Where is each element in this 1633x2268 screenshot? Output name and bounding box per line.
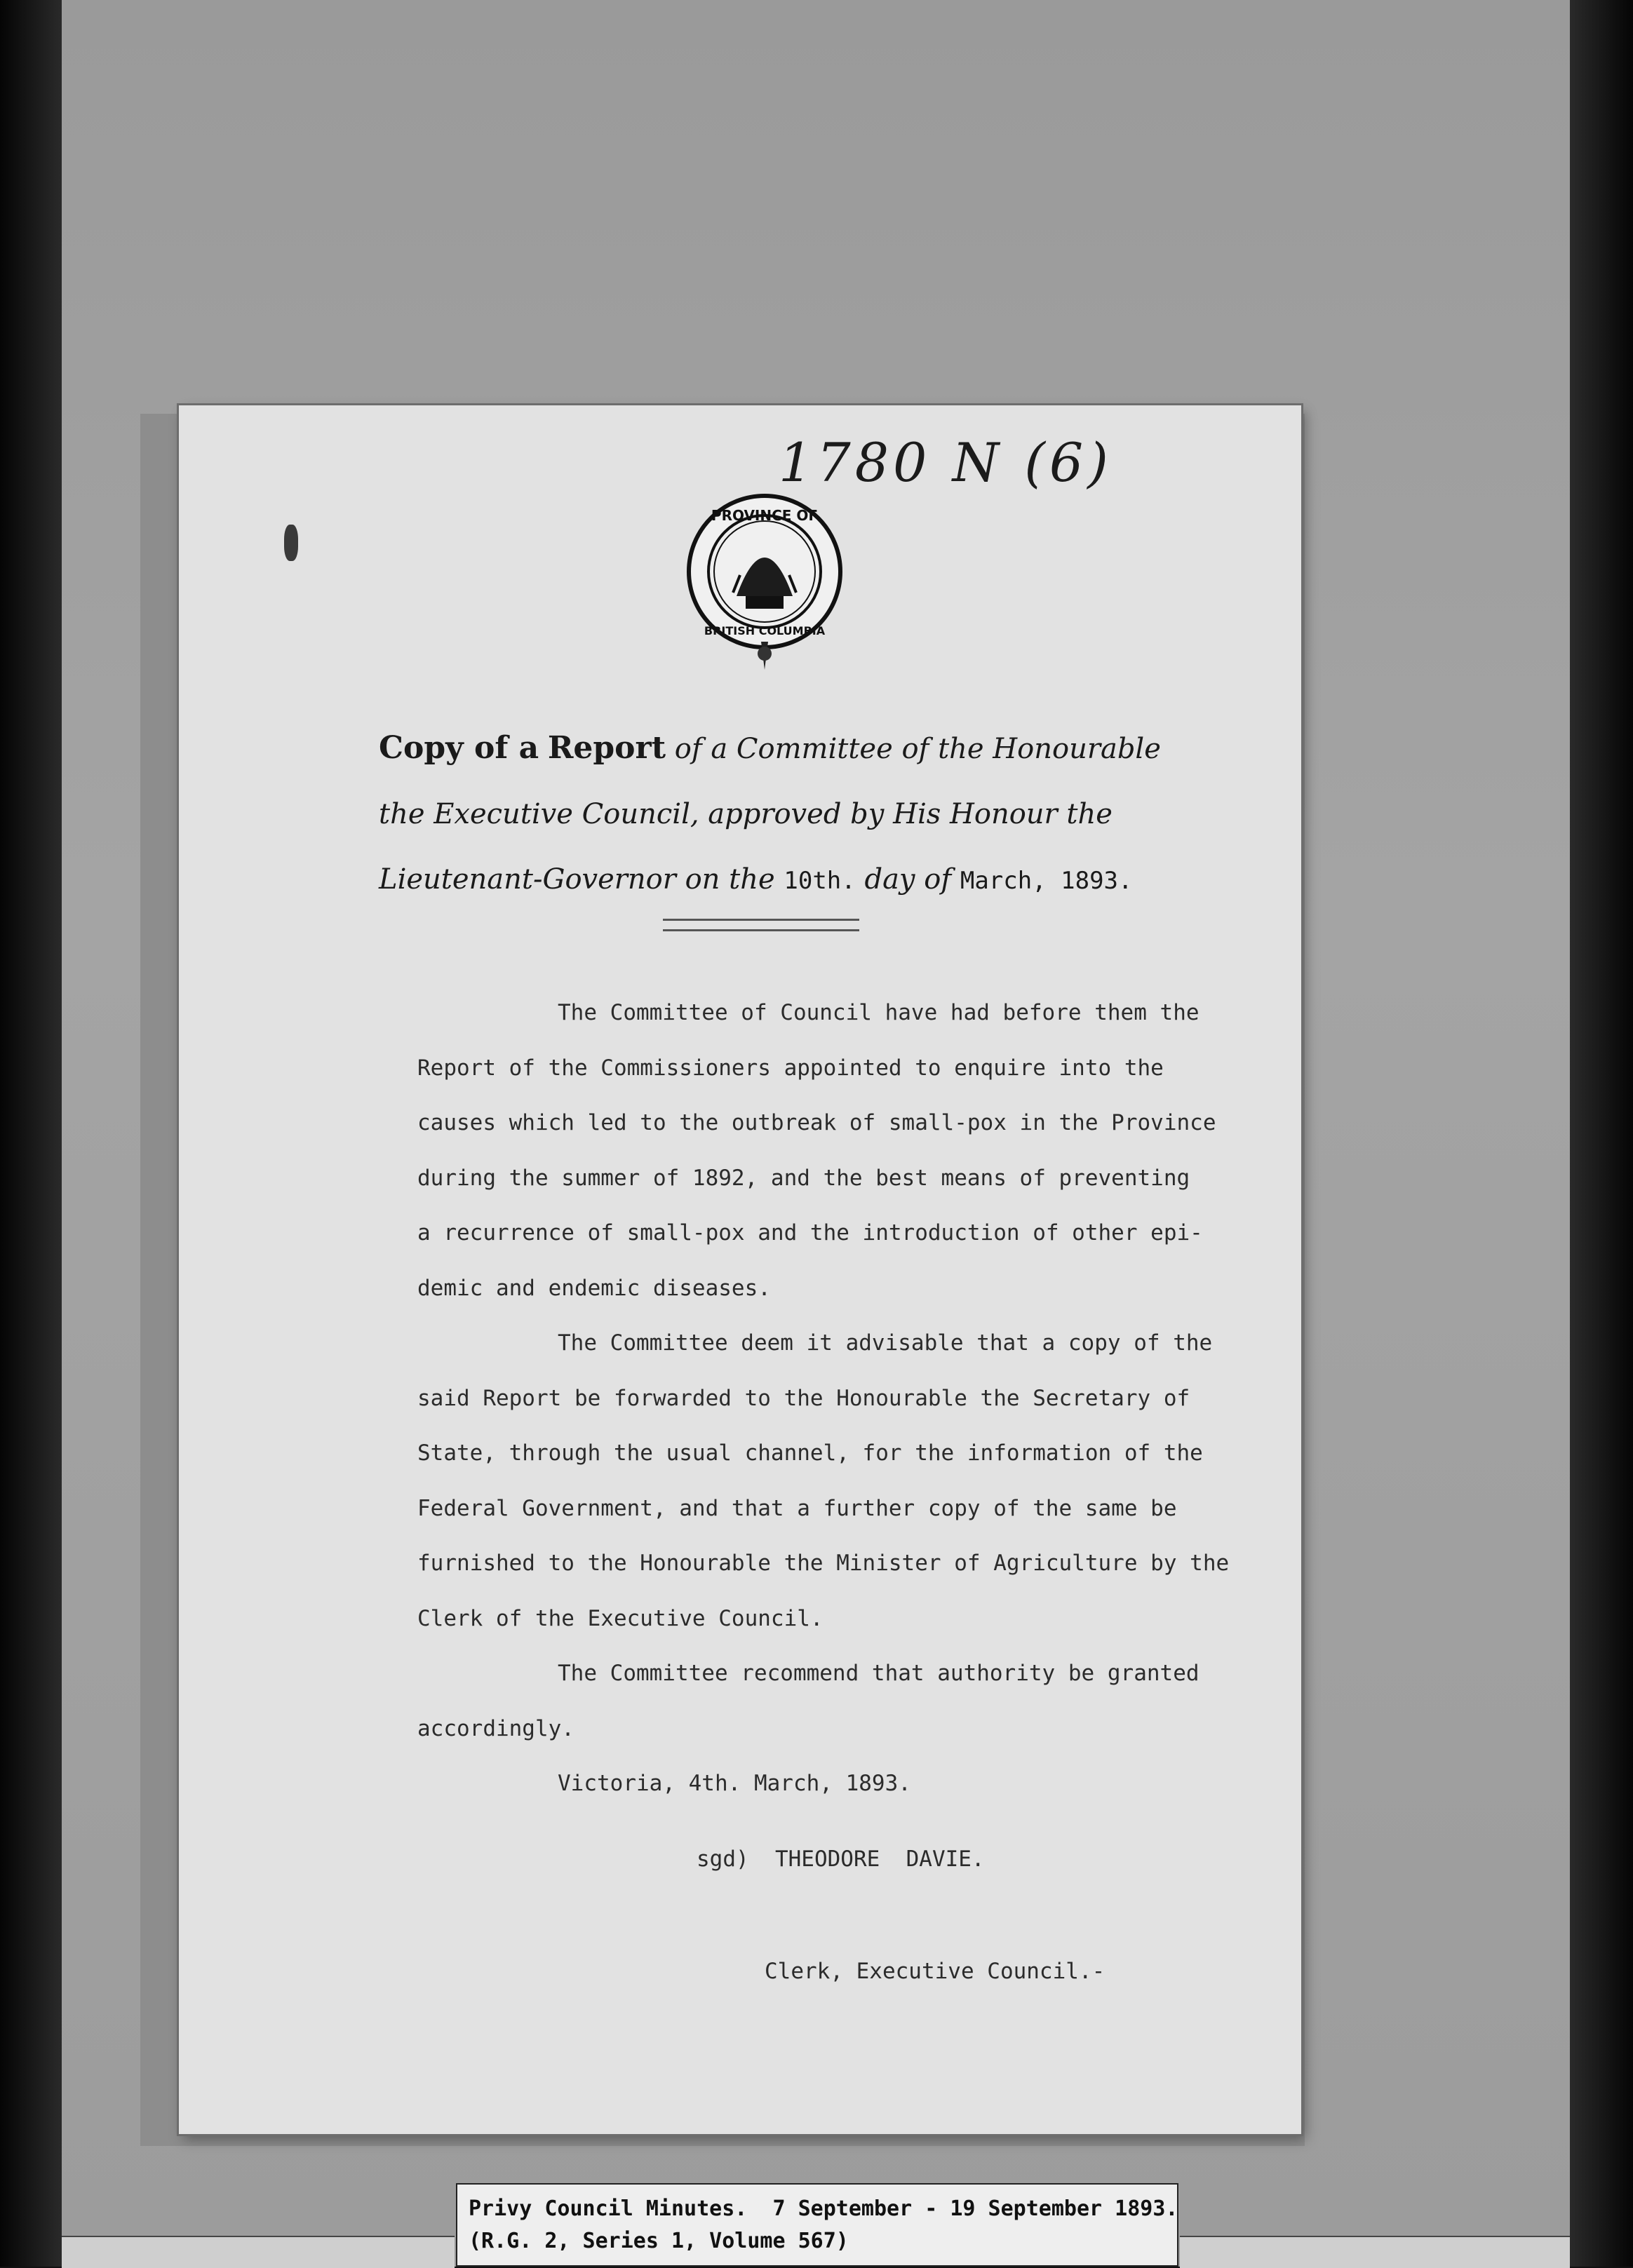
- body-line: a recurrence of small-pox and the introduction of other epi-: [417, 1220, 1203, 1246]
- body-line: accordingly.: [417, 1715, 574, 1741]
- header-line-3-day-of: day of: [864, 863, 952, 896]
- signature: sgd) THEODORE DAVIE.: [697, 1847, 985, 1872]
- body-line: said Report be forwarded to the Honourable the Secretary of: [417, 1385, 1190, 1411]
- header-line-1: [379, 715, 1192, 782]
- body-line: during the summer of 1892, and the best means of preventing: [417, 1165, 1190, 1191]
- body-line: State, through the usual channel, for the information of the: [417, 1440, 1203, 1466]
- body-line: Report of the Commissioners appointed to enquire into the: [417, 1055, 1164, 1081]
- body-line: furnished to the Honourable the Minister of Agriculture by the: [417, 1551, 1230, 1576]
- archive-caption: [456, 2183, 1178, 2267]
- report-body: [417, 985, 1301, 1811]
- document-header: [379, 715, 1192, 914]
- header-line-3-script: Lieutenant-Governor on the: [379, 863, 775, 896]
- place-date-line: Victoria, 4th. March, 1893.: [558, 1771, 911, 1796]
- header-report-label: Report: [547, 730, 666, 766]
- body-line: causes which led to the outbreak of small-pox in the Province: [417, 1110, 1216, 1135]
- body-line: Federal Government, and that a further copy of the same be: [417, 1495, 1177, 1521]
- header-day: 10th.: [784, 867, 856, 895]
- province-seal-icon: [684, 491, 845, 673]
- header-line-2: the Executive Council, approved by His Honour the: [379, 798, 1113, 830]
- signer-title: Clerk, Executive Council.-: [765, 1959, 1106, 1984]
- header-line-3: [379, 847, 1192, 914]
- reference-number: 1780 N (6): [779, 431, 1113, 494]
- svg-text:BRITISH COLUMBIA: BRITISH COLUMBIA: [704, 624, 826, 637]
- body-line: The Committee recommend that authority be granted: [558, 1661, 1199, 1686]
- film-edge-left: [0, 0, 62, 2267]
- film-label-strip-right: [1180, 2236, 1570, 2268]
- body-line: The Committee deem it advisable that a copy of the: [558, 1330, 1213, 1356]
- header-copy-label: Copy of a: [379, 730, 539, 766]
- caption-line-2: (R.G. 2, Series 1, Volume 567): [469, 2229, 849, 2253]
- body-line: The Committee of Council have had before them the: [558, 1000, 1199, 1025]
- body-line: demic and endemic diseases.: [417, 1275, 771, 1301]
- header-divider: [663, 919, 859, 931]
- body-line: Clerk of the Executive Council.: [417, 1605, 824, 1631]
- page-mark: [284, 525, 298, 561]
- film-label-strip-left: [62, 2236, 455, 2268]
- header-line-1-rest: of a Committee of the Honourable: [674, 733, 1161, 765]
- header-date: March, 1893.: [960, 867, 1133, 895]
- svg-text:PROVINCE OF: PROVINCE OF: [711, 507, 819, 524]
- caption-line-1: Privy Council Minutes. 7 September - 19 September 1893.: [469, 2196, 1178, 2221]
- film-edge-right: [1570, 0, 1633, 2267]
